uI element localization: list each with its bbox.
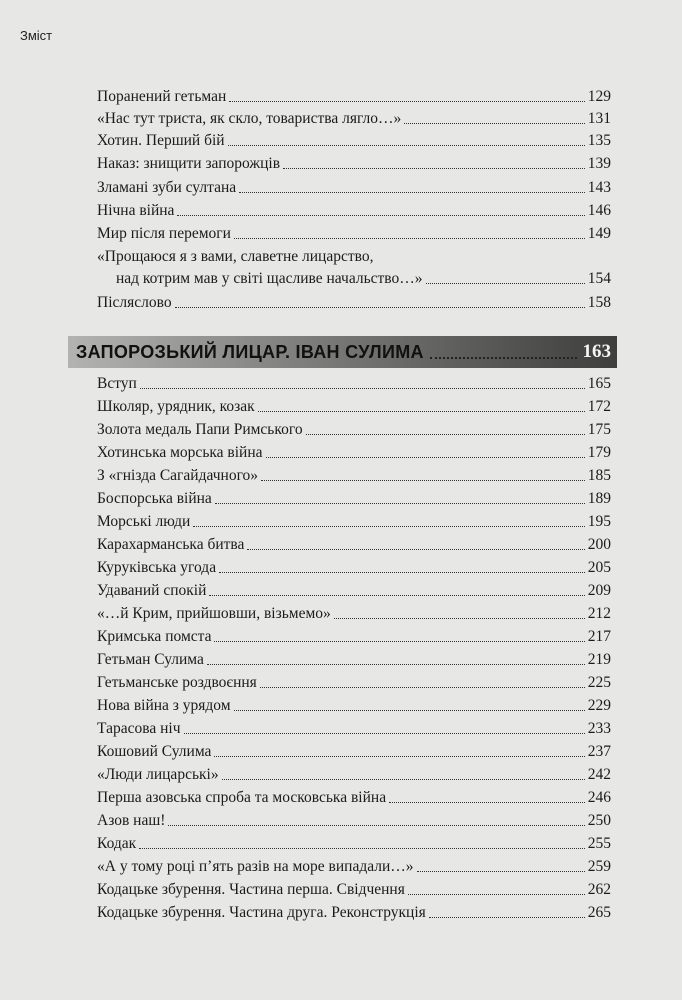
toc-entry[interactable]: [97, 762, 611, 784]
toc-entry-title: Тарасова ніч: [97, 720, 181, 737]
toc-entry-page: 242: [587, 766, 611, 783]
toc-entry-page: 255: [587, 835, 611, 852]
toc-entry-multiline[interactable]: [97, 244, 611, 266]
dot-leader: [193, 526, 584, 527]
toc-entry-page: 229: [587, 697, 611, 714]
toc-entry-page: 212: [587, 605, 611, 622]
toc-entry-page: 146: [587, 202, 611, 219]
section-page: 163: [582, 341, 611, 362]
toc-entry[interactable]: [97, 84, 611, 106]
toc-entry-title: Післяслово: [97, 294, 172, 311]
toc-entry[interactable]: [97, 693, 611, 715]
dot-leader: [266, 457, 585, 458]
toc-entry-page: 179: [587, 444, 611, 461]
dot-leader: [234, 238, 585, 239]
toc-entry-title: Зламані зуби султана: [97, 179, 237, 196]
toc-entry-title: Кодацьке збурення. Частина друга. Реконструкція: [97, 904, 426, 921]
toc-entry[interactable]: [97, 198, 611, 220]
page-header: Зміст: [20, 28, 53, 43]
toc-entry[interactable]: [97, 509, 611, 531]
dot-leader: [209, 595, 584, 596]
toc-entry-page: 175: [587, 421, 611, 438]
toc-entry[interactable]: [97, 900, 611, 922]
toc-entry[interactable]: [97, 463, 611, 485]
dot-leader: [234, 710, 585, 711]
toc-entry[interactable]: [97, 555, 611, 577]
toc-entry[interactable]: [97, 532, 611, 554]
dot-leader: [389, 802, 585, 803]
dot-leader: [260, 687, 585, 688]
dot-leader: [222, 779, 585, 780]
toc-entry-page: 246: [587, 789, 611, 806]
dot-leader: [408, 894, 585, 895]
toc-entry-page: 237: [587, 743, 611, 760]
dot-leader: [219, 572, 585, 573]
dot-leader: [228, 145, 585, 146]
dot-leader: [429, 917, 585, 918]
toc-entry-title: Мир після перемоги: [97, 225, 231, 242]
toc-entry-title: З «гнізда Сагайдачного»: [97, 467, 259, 484]
toc-entry-page: 143: [587, 179, 611, 196]
toc-entry-title: «…й Крим, прийшовши, візьмемо»: [97, 605, 331, 622]
toc-entry-continuation[interactable]: [116, 266, 611, 288]
toc-entry-title: Боспорська війна: [97, 490, 212, 507]
toc-entry-page: 165: [587, 375, 611, 392]
dot-leader: [430, 357, 577, 359]
toc-entry-title: Гетьманське роздвоєння: [97, 674, 257, 691]
dot-leader: [239, 192, 585, 193]
toc-entry-page: 149: [587, 225, 611, 242]
dot-leader: [214, 756, 584, 757]
toc-entry-title: Удаваний спокій: [97, 582, 207, 599]
toc-entry-title-line1: «Прощаюся я з вами, славетне лицарство,: [97, 248, 374, 265]
toc-entry[interactable]: [97, 647, 611, 669]
dot-leader: [426, 283, 585, 284]
dot-leader: [184, 733, 585, 734]
toc-entry[interactable]: [97, 417, 611, 439]
toc-entry[interactable]: [97, 624, 611, 646]
dot-leader: [168, 825, 584, 826]
dot-leader: [175, 307, 585, 308]
dot-leader: [306, 434, 585, 435]
toc-entry[interactable]: [97, 151, 611, 173]
toc-entry[interactable]: [97, 394, 611, 416]
toc-entry-title: «Нас тут триста, як скло, товариства лягло…»: [97, 110, 402, 127]
toc-entry[interactable]: [97, 739, 611, 761]
toc-entry-title: Куруківська угода: [97, 559, 217, 576]
toc-entry-page: 131: [587, 110, 611, 127]
toc-entry[interactable]: [97, 854, 611, 876]
toc-entry-page: 219: [587, 651, 611, 668]
toc-entry-title: Кодацьке збурення. Частина перша. Свідчення: [97, 881, 405, 898]
toc-entry[interactable]: [97, 877, 611, 899]
toc-entry[interactable]: [97, 716, 611, 738]
dot-leader: [247, 549, 584, 550]
toc-entry-title: Хотинська морська війна: [97, 444, 263, 461]
toc-entry-page: 172: [587, 398, 611, 415]
toc-entry-title: Перша азовська спроба та московська війна: [97, 789, 387, 806]
dot-leader: [258, 411, 585, 412]
toc-entry-title: «Люди лицарські»: [97, 766, 219, 783]
toc-entry-page: 259: [587, 858, 611, 875]
section-title: ЗАПОРОЗЬКИЙ ЛИЦАР. ІВАН СУЛИМА: [76, 341, 424, 362]
toc-entry-title-line2: над котрим мав у світі щасливе начальство…»: [116, 270, 423, 287]
toc-entry-page: 154: [587, 270, 611, 287]
toc-entry-page: 189: [587, 490, 611, 507]
toc-entry[interactable]: [97, 808, 611, 830]
toc-entry-page: 205: [587, 559, 611, 576]
dot-leader: [229, 101, 584, 102]
toc-entry-page: 195: [587, 513, 611, 530]
toc-entry-title: Кодак: [97, 835, 137, 852]
toc-entry[interactable]: [97, 578, 611, 600]
toc-entry-title: Вступ: [97, 375, 137, 392]
dot-leader: [283, 168, 585, 169]
dot-leader: [214, 641, 584, 642]
toc-entry-page: 217: [587, 628, 611, 645]
dot-leader: [417, 871, 585, 872]
dot-leader: [140, 388, 585, 389]
toc-entry[interactable]: [97, 175, 611, 197]
toc-entry-page: 250: [587, 812, 611, 829]
toc-entry-page: 139: [587, 155, 611, 172]
toc-entry[interactable]: [97, 106, 611, 128]
dot-leader: [215, 503, 585, 504]
toc-entry-page: 129: [587, 88, 611, 105]
toc-entry-title: Золота медаль Папи Римського: [97, 421, 303, 438]
toc-entry-page: 200: [587, 536, 611, 553]
toc-entry[interactable]: [97, 785, 611, 807]
toc-entry-title: Кримська помста: [97, 628, 212, 645]
toc-entry-page: 135: [587, 132, 611, 149]
section-heading[interactable]: [68, 336, 617, 368]
dot-leader: [139, 848, 585, 849]
toc-entry[interactable]: [97, 670, 611, 692]
toc-entry[interactable]: [97, 128, 611, 150]
dot-leader: [334, 618, 585, 619]
toc-entry-page: 265: [587, 904, 611, 921]
toc-entry[interactable]: [97, 486, 611, 508]
dot-leader: [177, 215, 584, 216]
toc-entry-title: «А у тому році п’ять разів на море випадали…»: [97, 858, 414, 875]
dot-leader: [261, 480, 585, 481]
dot-leader: [404, 123, 584, 124]
toc-entry-page: 185: [587, 467, 611, 484]
toc-entry-page: 209: [587, 582, 611, 599]
toc-entry[interactable]: [97, 831, 611, 853]
toc-entry-afterword[interactable]: [97, 290, 611, 312]
toc-entry-page: 233: [587, 720, 611, 737]
toc-entry-title: Нова війна з урядом: [97, 697, 231, 714]
toc-entry-page: 262: [587, 881, 611, 898]
toc-entry[interactable]: [97, 601, 611, 623]
toc-entry-title: Школяр, урядник, козак: [97, 398, 255, 415]
dot-leader: [207, 664, 585, 665]
toc-entry-title: Кошовий Сулима: [97, 743, 212, 760]
toc-entry-title: Азов наш!: [97, 812, 166, 829]
toc-entry[interactable]: [97, 440, 611, 462]
toc-entry-page: 225: [587, 674, 611, 691]
toc-entry-page: 158: [587, 294, 611, 311]
toc-entry-title: Наказ: знищити запорожців: [97, 155, 281, 172]
toc-entry[interactable]: [97, 221, 611, 243]
toc-entry-title: Морські люди: [97, 513, 191, 530]
toc-entry-title: Карахарманська битва: [97, 536, 245, 553]
toc-entry[interactable]: [97, 371, 611, 393]
toc-entry-title: Нічна війна: [97, 202, 175, 219]
toc-entry-title: Поранений гетьман: [97, 88, 227, 105]
toc-entry-title: Гетьман Сулима: [97, 651, 204, 668]
toc-entry-title: Хотин. Перший бій: [97, 132, 225, 149]
